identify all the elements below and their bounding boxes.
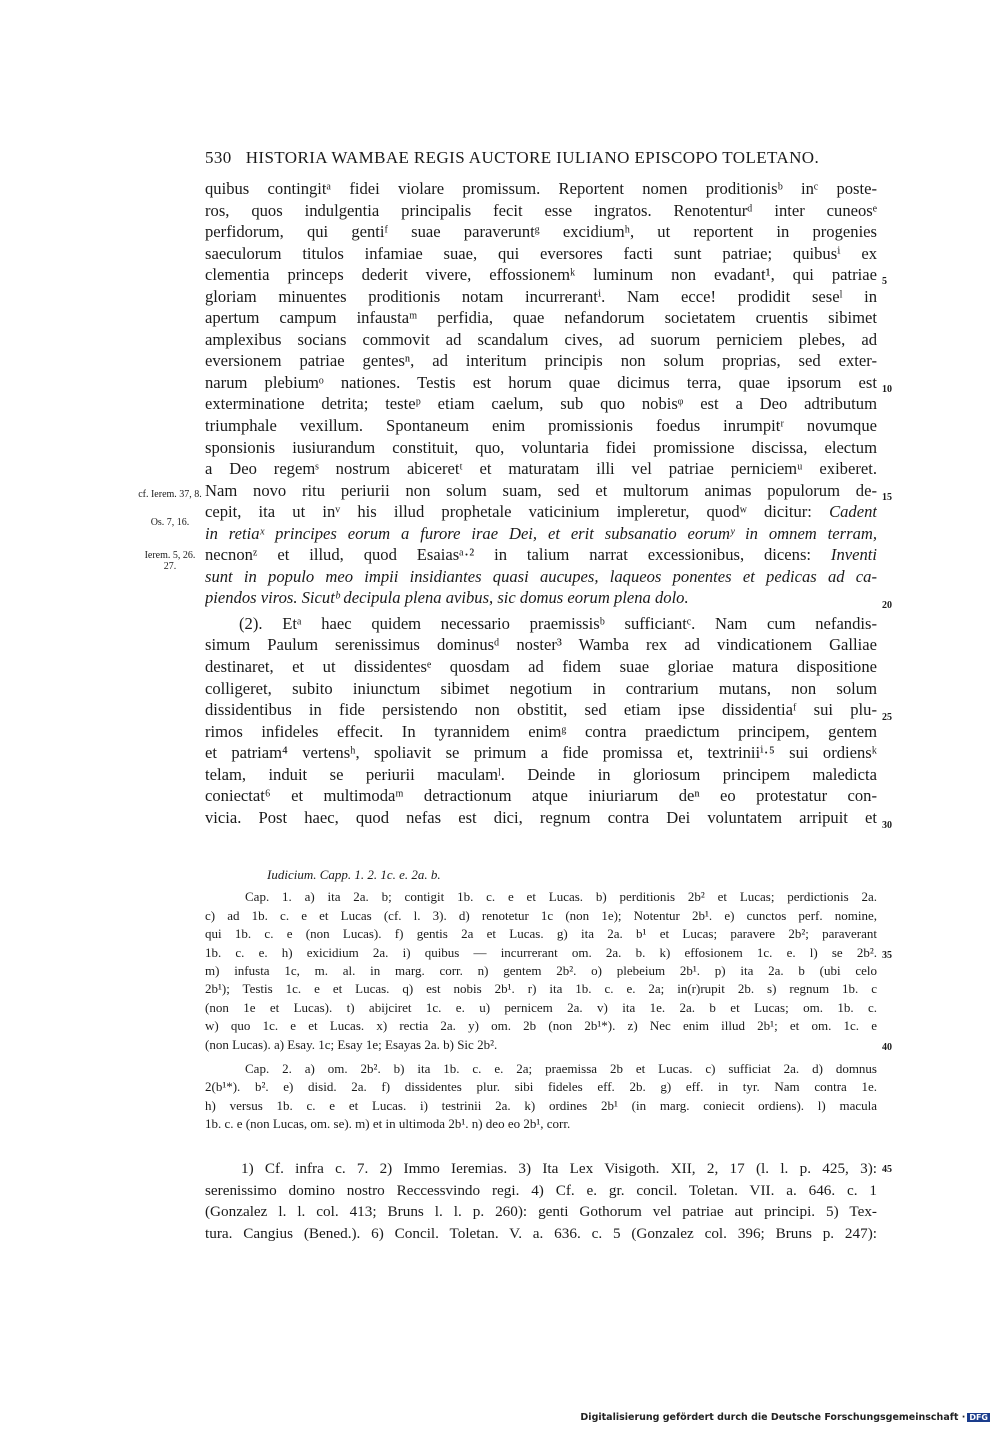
footnotes: [205, 1158, 877, 1244]
text-line: simum Paulum serenissimus dominusᵈ noster³ Wamba rex ad vindicationem Galliae: [205, 635, 877, 655]
text-line: telam, induit se periurii maculamˡ. Deinde in gloriosum principem maledicta: [205, 764, 877, 784]
apparatus-line: 2(b¹*). b². e) disid. 2a. f) dissidentes plur. sibi fideles eff. 2b. g) eff. in tyr. Nam contra 1e.: [205, 1079, 877, 1095]
text-line: exterminatione detrita; testeᵖ etiam caelum, sub quo nobisᵠ est a Deo adtributum: [205, 394, 877, 414]
text-line: piendos viros. Sicutᵇ decipula plena avibus, sic domus eorum plena dolo.: [205, 588, 689, 608]
italic-quote: Inventi: [830, 545, 877, 565]
apparatus-line: m) infusta 1c, m. al. in marg. corr. n) gentem 2b². o) plebeium 2b¹. p) ita 2a. b (ubi celo: [205, 962, 877, 978]
apparatus: [205, 866, 877, 1133]
text-line: Nam novo ritu periurii non solum suam, sed et multorum animas populorum de-: [205, 480, 877, 500]
apparatus-line: 1b. c. e. h) exicidium 2a. i) quibus — incurrerant om. 2a. b. k) effosionem 1c. e. l) se 2b².: [205, 944, 877, 960]
line-number: 40: [882, 1042, 892, 1053]
text-line: dissidentibus in fide persistendo non obstitit, sed etiam ipse dissidentiaᶠ sui plu-: [205, 700, 877, 720]
text-line: sunt in populo meo impii insidiantes quasi aucupes, laqueos ponentes et pedicas ad ca-: [205, 566, 877, 586]
footnote-line: 1) Cf. infra c. 7. 2) Immo Ieremias. 3) Ita Lex Visigoth. XII, 2, 17 (l. l. p. 425, 3):: [241, 1160, 877, 1177]
text-line: ros, quos indulgentia principalis fecit esse ingratos. Renotenturᵈ inter cuneosᵉ: [205, 200, 877, 220]
apparatus-line: qui 1b. c. e (non Lucas). f) gentis 2a et Lucas. g) ita 2a. b¹ et Lucas; paravere 2b²; paraverant: [205, 926, 877, 942]
text-line: saeculorum titulos infamiae suae, qui eversores facti sunt patriae; quibusⁱ ex: [205, 243, 877, 263]
text-line: quibus contingitᵃ fidei violare promissum. Reportent nomen proditionisᵇ inᶜ poste-: [205, 179, 877, 198]
apparatus-line: w) quo 1c. e et Lucas. x) rectia 2a. y) om. 2b (non 2b¹*). z) Nec enim illud 2b¹; et om. 1c. e: [205, 1018, 877, 1034]
margin-note: Os. 7, 16.: [150, 517, 190, 528]
text-line: et patriam⁴ vertensʰ, spoliavit se primum a fide promissa et, textriniiⁱ·⁵ sui ordiensᵏ: [205, 743, 877, 763]
apparatus-line: c) ad 1b. c. e et Lucas (cf. l. 3). d) renotetur 1c (non 1e); Notentur 2b¹. e) cunctos perf. nomine,: [205, 907, 877, 923]
text-line: coniectat⁶ et multimodaᵐ detractionum atque iniuriarum deⁿ eo protestatur con-: [205, 786, 877, 806]
page-header: [205, 148, 865, 168]
line-number: 35: [882, 950, 892, 961]
margin-note: cf. Ierem. 37, 8.: [138, 489, 202, 500]
text-line: [205, 544, 877, 566]
text-line: rimos infideles effecit. In tyrannidem enimᵍ contra praedictum principem, gentem: [205, 721, 877, 741]
running-title: HISTORIA WAMBAE REGIS AUCTORE IULIANO EPISCOPO TOLETANO.: [245, 148, 820, 167]
apparatus-line: 1b. c. e (non Lucas, om. se). m) et in ultimoda 2b¹. n) deo eo 2b¹, corr.: [205, 1116, 571, 1132]
line-number: 10: [882, 384, 892, 395]
line-number: 25: [882, 712, 892, 723]
italic-quote: Cadent: [829, 502, 877, 522]
text-line: in retiaˣ principes eorum a furore irae Dei, et erit subsanatio eorumʸ in omnem terram,: [205, 523, 877, 543]
text-line: sponsionis iusiurandum constituit, quo, voluntaria fidei promissione discissa, electum: [205, 437, 877, 457]
apparatus-line: Cap. 1. a) ita 2a. b; contigit 1b. c. e et Lucas. b) perditionis 2b² et Lucas; perdictionis 2a.: [245, 889, 877, 905]
text-line: vicia. Post haec, quod nefas est dici, regnum contra Dei voluntatem arripuit et: [205, 807, 877, 827]
text-line: eversionem patriae gentesⁿ, ad interitum principis non solum proprias, sed exter-: [205, 351, 877, 371]
apparatus-line: Cap. 2. a) om. 2b². b) ita 1b. c. e. 2a; praemissa 2b et Lucas. c) sufficiat 2a. d) domnus: [245, 1060, 877, 1076]
text-line: clementia princeps dederit vivere, effossionemᵏ luminum non evadant¹, qui patriae: [205, 265, 877, 285]
margin-note: Ierem. 5, 26. 27.: [144, 550, 196, 572]
text-line: colligeret, subito iniunctum sibimet negotium in contrarium mutans, non solum: [205, 678, 877, 698]
line-number: 30: [882, 820, 892, 831]
text-line: destinaret, et ut dissidentesᵉ quosdam ad fidem suae gloriae matura dispositione: [205, 657, 877, 677]
text-line-part: cepit, ita ut inᵛ his illud prophetale vaticinium impleretur, quodʷ dicitur:: [205, 502, 812, 522]
text-line: (2). Etᵃ haec quidem necessario praemissisᵇ sufficiantᶜ. Nam cum nefandis-: [239, 613, 877, 633]
page-number: 530: [205, 148, 232, 167]
apparatus-line: (non Lucas). a) Esay. 1c; Esay 1e; Esayas 2a. b) Sic 2b².: [205, 1036, 498, 1052]
footnote-line: tura. Cangius (Bened.). 6) Concil. Toletan. V. a. 636. c. 5 (Gonzalez col. 396; Bruns p. 247):: [205, 1224, 877, 1242]
line-number: 15: [882, 492, 892, 503]
digitization-footer: [580, 1412, 990, 1423]
text-line: narum plebiumᵒ nationes. Testis est horum quae dicimus terra, quae ipsorum est: [205, 372, 877, 392]
footnote-line: (Gonzalez l. l. col. 413; Bruns l. l. p. 260): genti Gothorum vel patriae aut principi. 5) Tex-: [205, 1203, 877, 1220]
text-line-part: necnonᶻ et illud, quod Esaiasᵃ·² in talium narrat excessionibus, dicens:: [205, 545, 812, 565]
line-number: 5: [882, 276, 887, 287]
text-line: amplexibus socians commovit ad scandalum cives, ad suorum perniciem plebes, ad: [205, 329, 877, 349]
apparatus-line: 2b¹); Testis 1c. e et Lucas. q) est nobis 2b¹. r) ita 1b. c. e. 2a; in(r)rupit 2b. s) regnum 1b. c: [205, 981, 877, 997]
text-line: apertum campum infaustaᵐ perfidia, quae nefandorum societatem cruentis sibimet: [205, 308, 877, 328]
apparatus-line: (non 1e et Lucas). t) abijciret 1c. e. u) pernicem 2a. v) ita 1e. 2a. b et Lucas; om. 1b. c.: [205, 999, 877, 1015]
footer-text: Digitalisierung gefördert durch die Deutsche Forschungsgemeinschaft ·: [580, 1412, 966, 1423]
apparatus-head: Iudicium. Capp. 1. 2. 1c. e. 2a. b.: [267, 867, 441, 882]
dfg-logo: DFG: [969, 1413, 988, 1422]
line-number: 45: [882, 1164, 892, 1175]
apparatus-line: h) versus 1b. c. e et Lucas. i) testrinii 2a. k) ordines 2b¹ (in marg. coniecit ordiens). l) macula: [205, 1097, 877, 1113]
text-line: gloriam minuentes proditionis notam incurrerantⁱ. Nam ecce! prodidit seseˡ in: [205, 286, 877, 306]
text-line: [205, 501, 877, 523]
main-text: [205, 178, 877, 828]
footnote-line: serenissimo domino nostro Reccessvindo regi. 4) Cf. e. gr. concil. Toletan. VII. a. 646. c. 1: [205, 1181, 877, 1199]
text-line: perfidorum, qui gentiᶠ suae paraveruntᵍ excidiumʰ, ut reportent in progenies: [205, 222, 877, 242]
line-number: 20: [882, 600, 892, 611]
text-line: a Deo regemˢ nostrum abiceretᵗ et maturatam illi vel patriae perniciemᵘ exiberet.: [205, 459, 877, 479]
text-line: triumphale vexillum. Spontaneum enim promissionis foedus inrumpitʳ novumque: [205, 416, 877, 436]
